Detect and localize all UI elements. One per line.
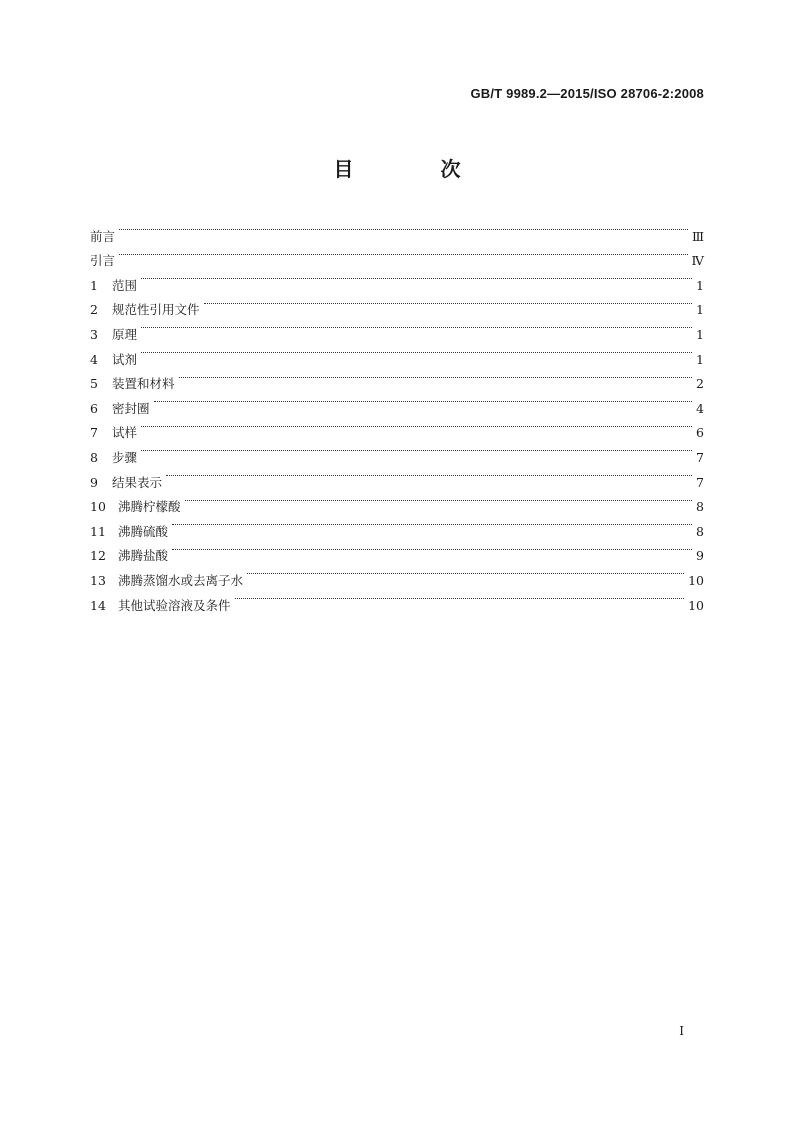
- toc-entry-number: 10: [90, 499, 106, 515]
- page-title: 目 次: [333, 157, 501, 181]
- toc-entry-page: 8: [696, 499, 704, 515]
- toc-entry-page: 2: [696, 376, 704, 392]
- toc-dot-leader: [119, 216, 688, 241]
- toc-entry-number: 5: [90, 376, 98, 392]
- toc-entry-label: 其他试验溶液及条件: [118, 597, 231, 613]
- toc-dot-leader: [141, 437, 692, 462]
- toc-entry-3[interactable]: [90, 314, 704, 342]
- toc-entry-label: 密封圈: [112, 400, 150, 416]
- toc-entry-foreword[interactable]: [90, 216, 704, 244]
- toc-entry-4[interactable]: [90, 339, 704, 367]
- toc-entry-page: 7: [696, 449, 704, 465]
- toc-entry-label: 装置和材料: [112, 376, 175, 392]
- toc-dot-leader: [119, 241, 687, 266]
- toc-entry-13[interactable]: [90, 560, 704, 588]
- toc-entry-number: 12: [90, 548, 106, 564]
- toc-entry-page: 10: [688, 572, 704, 588]
- toc-entry-page: 8: [696, 523, 704, 539]
- toc-dot-leader: [185, 487, 692, 512]
- toc-entry-label: 试样: [112, 425, 138, 441]
- table-of-contents: [90, 216, 704, 613]
- toc-entry-label: 结果表示: [112, 474, 163, 490]
- toc-entry-label: 范围: [112, 277, 138, 293]
- toc-entry-page: 7: [696, 474, 704, 490]
- toc-dot-leader: [154, 388, 692, 413]
- toc-entry-2[interactable]: [90, 290, 704, 318]
- toc-dot-leader: [247, 560, 684, 585]
- toc-entry-12[interactable]: [90, 536, 704, 564]
- toc-entry-number: 2: [90, 302, 98, 318]
- toc-entry-label: 前言: [90, 228, 116, 244]
- toc-entry-page: 4: [696, 400, 704, 416]
- toc-entry-page: Ⅲ: [691, 228, 704, 244]
- toc-dot-leader: [172, 511, 692, 536]
- toc-dot-leader: [141, 339, 692, 364]
- toc-entry-9[interactable]: [90, 462, 704, 490]
- toc-entry-number: 7: [90, 425, 98, 441]
- toc-dot-leader: [141, 314, 692, 339]
- toc-entry-label: 沸腾柠檬酸: [118, 499, 181, 515]
- toc-entry-5[interactable]: [90, 364, 704, 392]
- toc-entry-label: 试剂: [112, 351, 138, 367]
- toc-entry-8[interactable]: [90, 437, 704, 465]
- toc-entry-10[interactable]: [90, 487, 704, 515]
- toc-dot-leader: [172, 536, 692, 561]
- toc-dot-leader: [141, 265, 692, 290]
- toc-entry-page: 1: [696, 277, 704, 293]
- toc-entry-label: 规范性引用文件: [112, 302, 200, 318]
- toc-entry-6[interactable]: [90, 388, 704, 416]
- toc-entry-number: 8: [90, 449, 98, 465]
- toc-dot-leader: [235, 585, 685, 610]
- toc-entry-11[interactable]: [90, 511, 704, 539]
- toc-entry-page: 6: [696, 425, 704, 441]
- toc-entry-number: 3: [90, 326, 98, 342]
- toc-entry-number: 9: [90, 474, 98, 490]
- standard-code: GB/T 9989.2—2015/ISO 28706-2:2008: [470, 86, 704, 101]
- toc-entry-page: 1: [696, 351, 704, 367]
- toc-entry-number: 6: [90, 400, 98, 416]
- toc-entry-page: 9: [696, 548, 704, 564]
- toc-dot-leader: [204, 290, 692, 315]
- toc-entry-label: 沸腾蒸馏水或去离子水: [118, 572, 244, 588]
- toc-entry-1[interactable]: [90, 265, 704, 293]
- toc-entry-number: 1: [90, 277, 98, 293]
- toc-entry-label: 沸腾硫酸: [118, 523, 169, 539]
- toc-entry-page: 10: [688, 597, 704, 613]
- toc-dot-leader: [179, 364, 692, 389]
- toc-entry-7[interactable]: [90, 413, 704, 441]
- toc-entry-page: 1: [696, 302, 704, 318]
- toc-entry-label: 步骤: [112, 449, 138, 465]
- toc-entry-number: 13: [90, 572, 106, 588]
- toc-dot-leader: [166, 462, 692, 487]
- toc-entry-label: 引言: [90, 253, 116, 269]
- toc-entry-label: 原理: [112, 326, 138, 342]
- page-number: Ⅰ: [679, 1024, 684, 1038]
- toc-entry-introduction[interactable]: [90, 241, 704, 269]
- toc-dot-leader: [141, 413, 692, 438]
- toc-entry-page: 1: [696, 326, 704, 342]
- toc-entry-number: 11: [90, 523, 106, 539]
- toc-entry-label: 沸腾盐酸: [118, 548, 169, 564]
- toc-entry-number: 4: [90, 351, 98, 367]
- toc-entry-page: Ⅳ: [691, 253, 704, 269]
- toc-entry-number: 14: [90, 597, 106, 613]
